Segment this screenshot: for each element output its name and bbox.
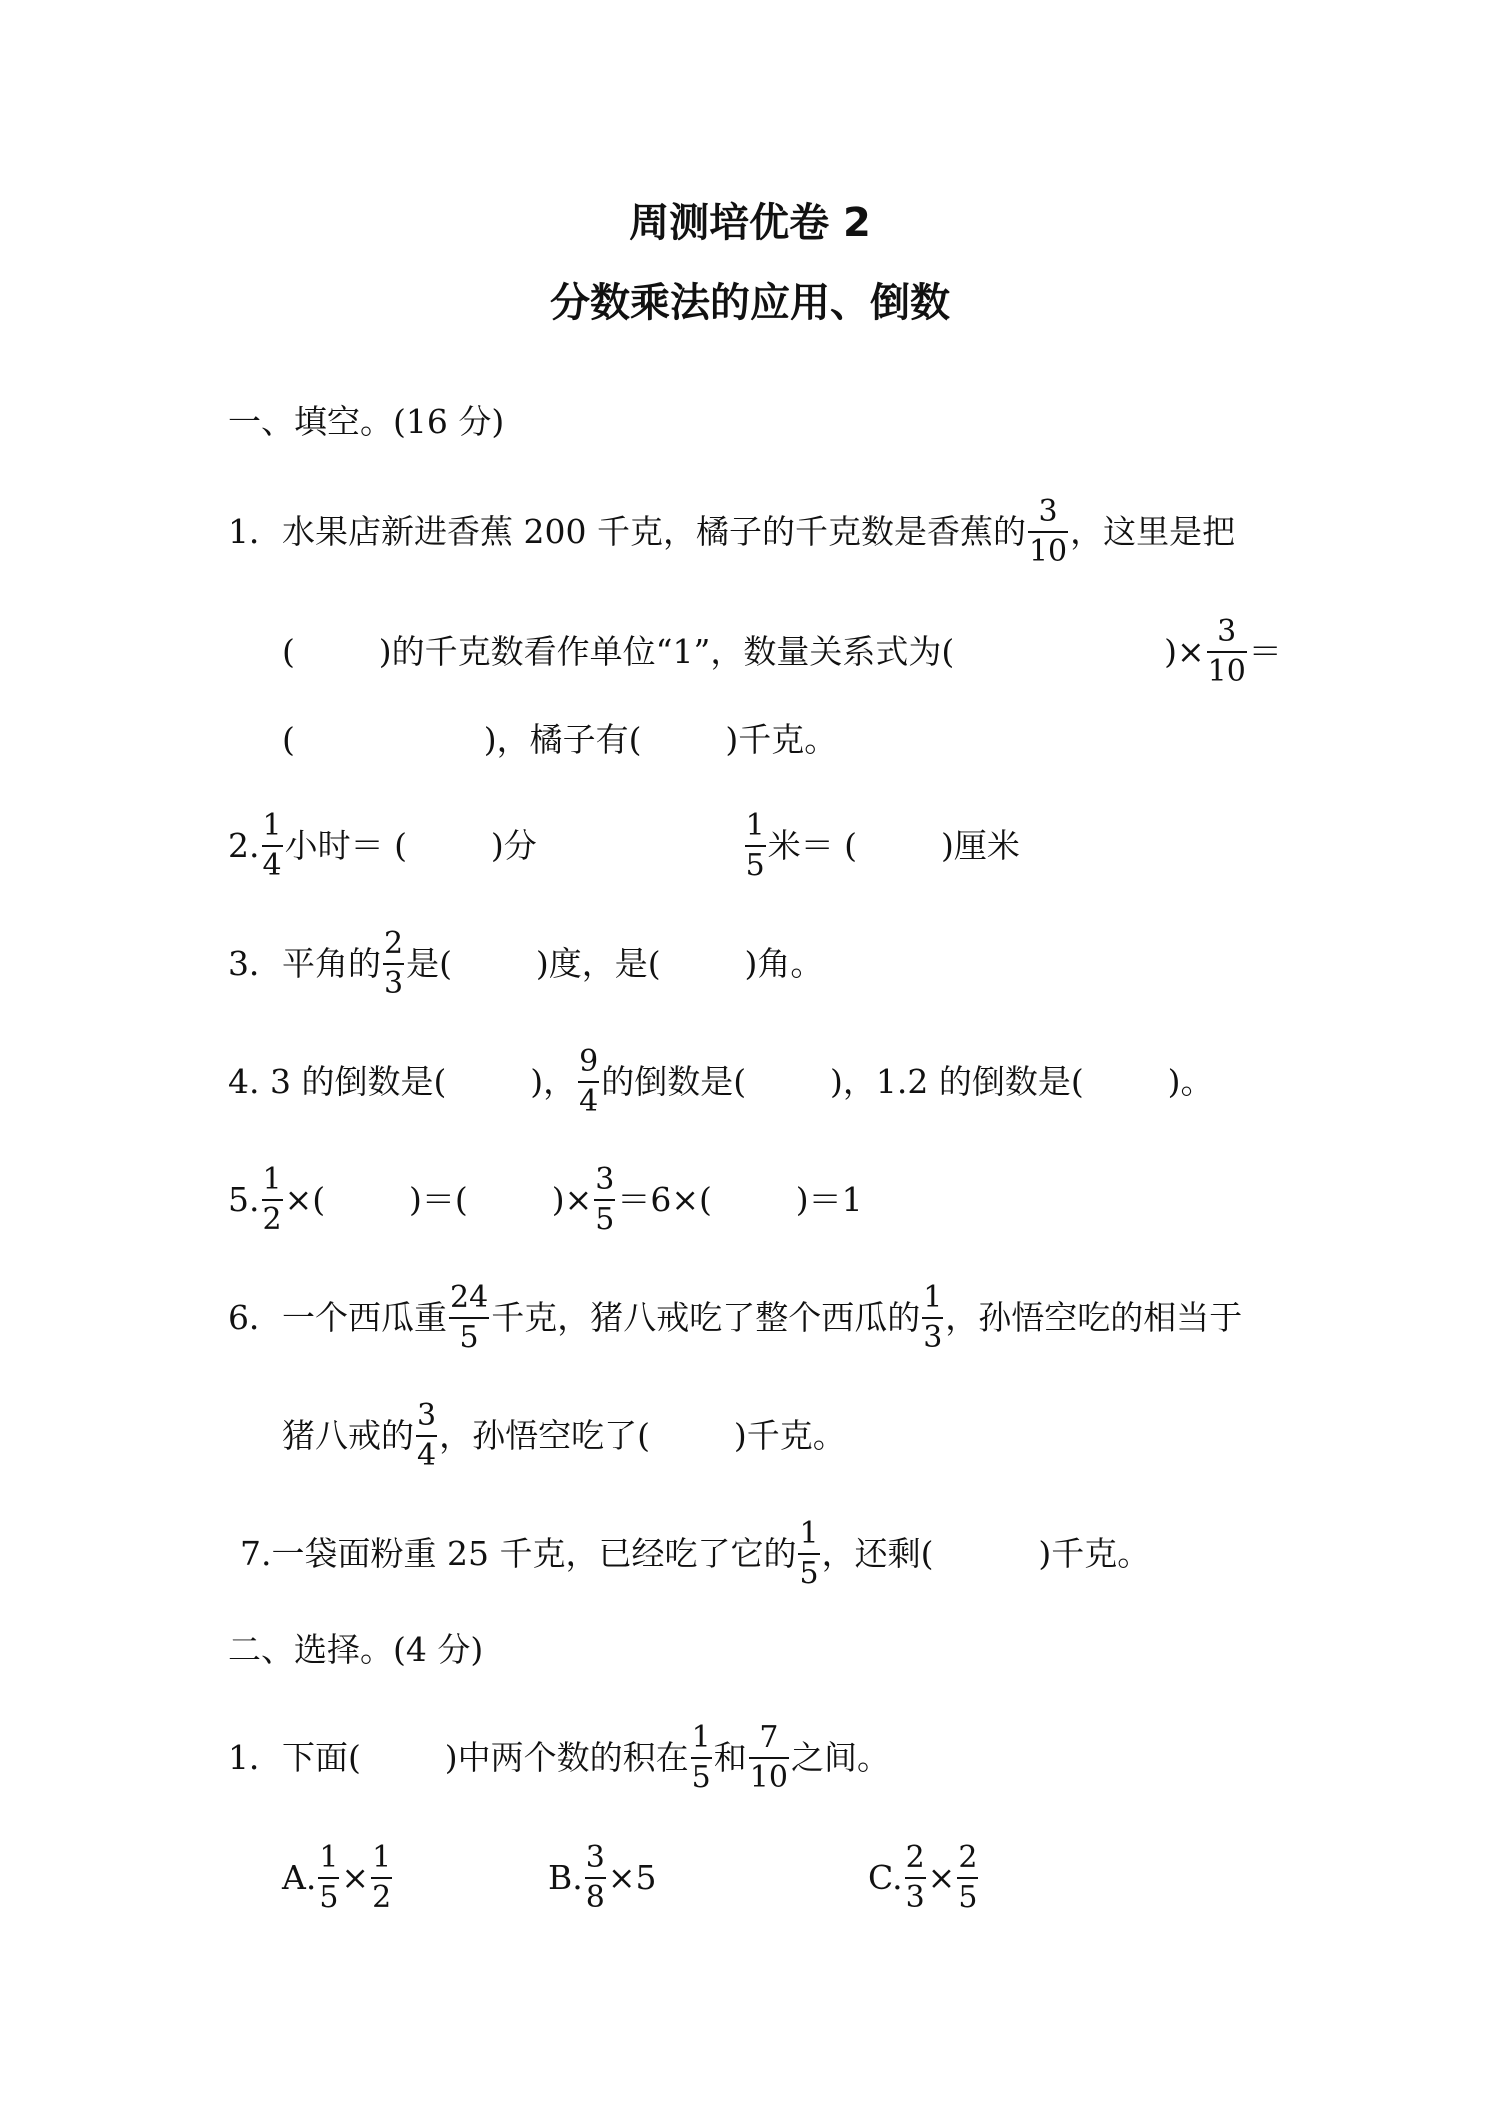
fraction-denominator: 4 bbox=[262, 848, 282, 883]
fraction-numerator: 1 bbox=[262, 808, 282, 843]
q5-suffix: ＝6×( )＝1 bbox=[617, 1180, 863, 1219]
option-b-operator: ×5 bbox=[607, 1858, 657, 1897]
fraction-numerator: 3 bbox=[1038, 494, 1058, 529]
s2-q1-fraction-a bbox=[691, 1722, 712, 1794]
fraction-bar bbox=[416, 1435, 437, 1437]
fraction-numerator: 9 bbox=[579, 1044, 599, 1079]
fraction-denominator: 10 bbox=[1028, 534, 1068, 569]
fraction-numerator: 3 bbox=[1217, 614, 1237, 649]
fraction-denominator: 10 bbox=[749, 1760, 788, 1795]
q6-line2-suffix: ，孙悟空吃了( )千克。 bbox=[439, 1416, 846, 1455]
q1-text-a: 1．水果店新进香蕉 200 千克，橘子的千克数是香蕉的 bbox=[228, 512, 1026, 551]
option-b-fraction-1 bbox=[585, 1842, 606, 1914]
q6-line2-prefix: 猪八戒的 bbox=[282, 1416, 414, 1455]
fraction-denominator: 5 bbox=[319, 1880, 339, 1915]
q3-fraction bbox=[383, 928, 404, 1000]
fraction-denominator: 3 bbox=[905, 1880, 925, 1915]
option-a bbox=[282, 1842, 394, 1914]
fraction-bar bbox=[691, 1757, 712, 1759]
fraction-bar bbox=[905, 1877, 926, 1879]
section1-heading: 一、填空。(16 分) bbox=[228, 402, 505, 441]
q3-prefix: 3．平角的 bbox=[228, 944, 381, 983]
q3-suffix: 是( )度，是( )角。 bbox=[406, 944, 824, 983]
fraction-numerator: 1 bbox=[745, 808, 765, 843]
option-c bbox=[868, 1842, 980, 1914]
fraction-bar bbox=[1207, 651, 1247, 653]
q6-fraction-a bbox=[449, 1282, 489, 1354]
fraction-denominator: 10 bbox=[1207, 654, 1246, 689]
fraction-numerator: 2 bbox=[905, 1840, 925, 1875]
fraction-numerator: 3 bbox=[417, 1398, 437, 1433]
fraction-denominator: 2 bbox=[372, 1880, 392, 1915]
fraction-denominator: 8 bbox=[585, 1880, 605, 1915]
fraction-bar bbox=[371, 1877, 392, 1879]
fraction-bar bbox=[922, 1317, 943, 1319]
fraction-bar bbox=[745, 845, 766, 847]
q2-part-a: 小时＝ ( )分 bbox=[284, 826, 537, 865]
fraction-numerator: 2 bbox=[384, 926, 404, 961]
fraction-bar bbox=[262, 845, 283, 847]
q4-prefix: 4. 3 的倒数是( )， bbox=[228, 1062, 577, 1101]
q2-fraction-a bbox=[262, 810, 283, 882]
q5-prefix: 5. bbox=[228, 1180, 260, 1219]
option-a-fraction-2 bbox=[371, 1842, 392, 1914]
q1-fraction-2 bbox=[1207, 616, 1247, 688]
q6-suffix: ，孙悟空吃的相当于 bbox=[945, 1298, 1243, 1337]
q7-fraction bbox=[798, 1518, 819, 1590]
page-title: 周测培优卷 2 bbox=[629, 200, 871, 246]
q5-fraction-b bbox=[594, 1164, 615, 1236]
q7-prefix: 7.一袋面粉重 25 千克，已经吃了它的 bbox=[240, 1534, 797, 1573]
fraction-denominator: 5 bbox=[459, 1320, 479, 1355]
q1-line3: ( )，橘子有( )千克。 bbox=[282, 720, 838, 759]
fraction-numerator: 1 bbox=[319, 1840, 339, 1875]
q2-part-b: 米＝ ( )厘米 bbox=[767, 826, 1020, 865]
q3-line bbox=[228, 928, 823, 1000]
option-c-fraction-1 bbox=[905, 1842, 926, 1914]
q6-fraction-b bbox=[922, 1282, 943, 1354]
option-c-operator: × bbox=[927, 1858, 956, 1897]
s2-q1-prefix: 1．下面( )中两个数的积在 bbox=[228, 1738, 689, 1777]
page-subtitle: 分数乘法的应用、倒数 bbox=[550, 280, 950, 326]
option-a-operator: × bbox=[341, 1858, 370, 1897]
fraction-bar bbox=[449, 1317, 489, 1319]
q4-fraction bbox=[578, 1046, 599, 1118]
q1-line2 bbox=[282, 616, 1282, 688]
fraction-bar bbox=[578, 1081, 599, 1083]
option-b-label: B. bbox=[548, 1858, 583, 1897]
q5-fraction-a bbox=[262, 1164, 283, 1236]
fraction-denominator: 5 bbox=[691, 1760, 711, 1795]
s2-q1-mid: 和 bbox=[713, 1738, 747, 1777]
fraction-bar bbox=[1028, 531, 1068, 533]
fraction-bar bbox=[383, 963, 404, 965]
fraction-denominator: 4 bbox=[579, 1084, 599, 1119]
fraction-bar bbox=[957, 1877, 978, 1879]
option-c-fraction-2 bbox=[957, 1842, 978, 1914]
fraction-denominator: 4 bbox=[417, 1438, 437, 1473]
q7-line bbox=[240, 1518, 1150, 1590]
fraction-numerator: 7 bbox=[759, 1720, 779, 1755]
q7-suffix: ，还剩( )千克。 bbox=[821, 1534, 1151, 1573]
fraction-denominator: 2 bbox=[262, 1202, 282, 1237]
fraction-numerator: 1 bbox=[262, 1162, 282, 1197]
q5-line bbox=[228, 1164, 863, 1236]
q4-suffix: 的倒数是( )，1.2 的倒数是( )。 bbox=[601, 1062, 1214, 1101]
q2-fraction-b bbox=[745, 810, 766, 882]
q6-prefix: 6．一个西瓜重 bbox=[228, 1298, 447, 1337]
q6-fraction-c bbox=[416, 1400, 437, 1472]
fraction-numerator: 3 bbox=[595, 1162, 615, 1197]
option-a-fraction-1 bbox=[318, 1842, 339, 1914]
fraction-numerator: 1 bbox=[691, 1720, 711, 1755]
fraction-numerator: 24 bbox=[450, 1280, 489, 1315]
fraction-denominator: 5 bbox=[595, 1202, 615, 1237]
s2-q1-fraction-b bbox=[749, 1722, 789, 1794]
fraction-denominator: 5 bbox=[958, 1880, 978, 1915]
q1-text-d: ＝ bbox=[1248, 632, 1282, 671]
option-b bbox=[548, 1842, 657, 1914]
q4-line bbox=[228, 1046, 1214, 1118]
q1-text-b: ，这里是把 bbox=[1070, 512, 1236, 551]
q1-fraction-1 bbox=[1028, 496, 1068, 568]
option-a-label: A. bbox=[282, 1858, 317, 1897]
section2-heading: 二、选择。(4 分) bbox=[228, 1630, 484, 1669]
fraction-numerator: 1 bbox=[372, 1840, 392, 1875]
fraction-denominator: 5 bbox=[745, 848, 765, 883]
q2-line bbox=[228, 810, 1020, 882]
fraction-bar bbox=[594, 1199, 615, 1201]
fraction-bar bbox=[262, 1199, 283, 1201]
fraction-denominator: 3 bbox=[923, 1320, 943, 1355]
fraction-denominator: 5 bbox=[799, 1556, 819, 1591]
fraction-numerator: 3 bbox=[585, 1840, 605, 1875]
fraction-bar bbox=[585, 1877, 606, 1879]
option-c-label: C. bbox=[868, 1858, 903, 1897]
fraction-numerator: 1 bbox=[799, 1516, 819, 1551]
fraction-bar bbox=[798, 1553, 819, 1555]
q1-line1 bbox=[228, 496, 1235, 568]
q2-prefix: 2. bbox=[228, 826, 260, 865]
fraction-denominator: 3 bbox=[384, 966, 404, 1001]
fraction-numerator: 2 bbox=[958, 1840, 978, 1875]
s2-q1-suffix: 之间。 bbox=[790, 1738, 890, 1777]
q1-text-c: ( )的千克数看作单位“1”，数量关系式为( )× bbox=[282, 632, 1205, 671]
fraction-bar bbox=[318, 1877, 339, 1879]
q6-line2 bbox=[282, 1400, 846, 1472]
fraction-numerator: 1 bbox=[923, 1280, 943, 1315]
q6-mid: 千克，猪八戒吃了整个西瓜的 bbox=[491, 1298, 921, 1337]
s2-q1-line bbox=[228, 1722, 890, 1794]
fraction-bar bbox=[749, 1757, 789, 1759]
q6-line1 bbox=[228, 1282, 1242, 1354]
q5-mid: ×( )＝( )× bbox=[284, 1180, 593, 1219]
